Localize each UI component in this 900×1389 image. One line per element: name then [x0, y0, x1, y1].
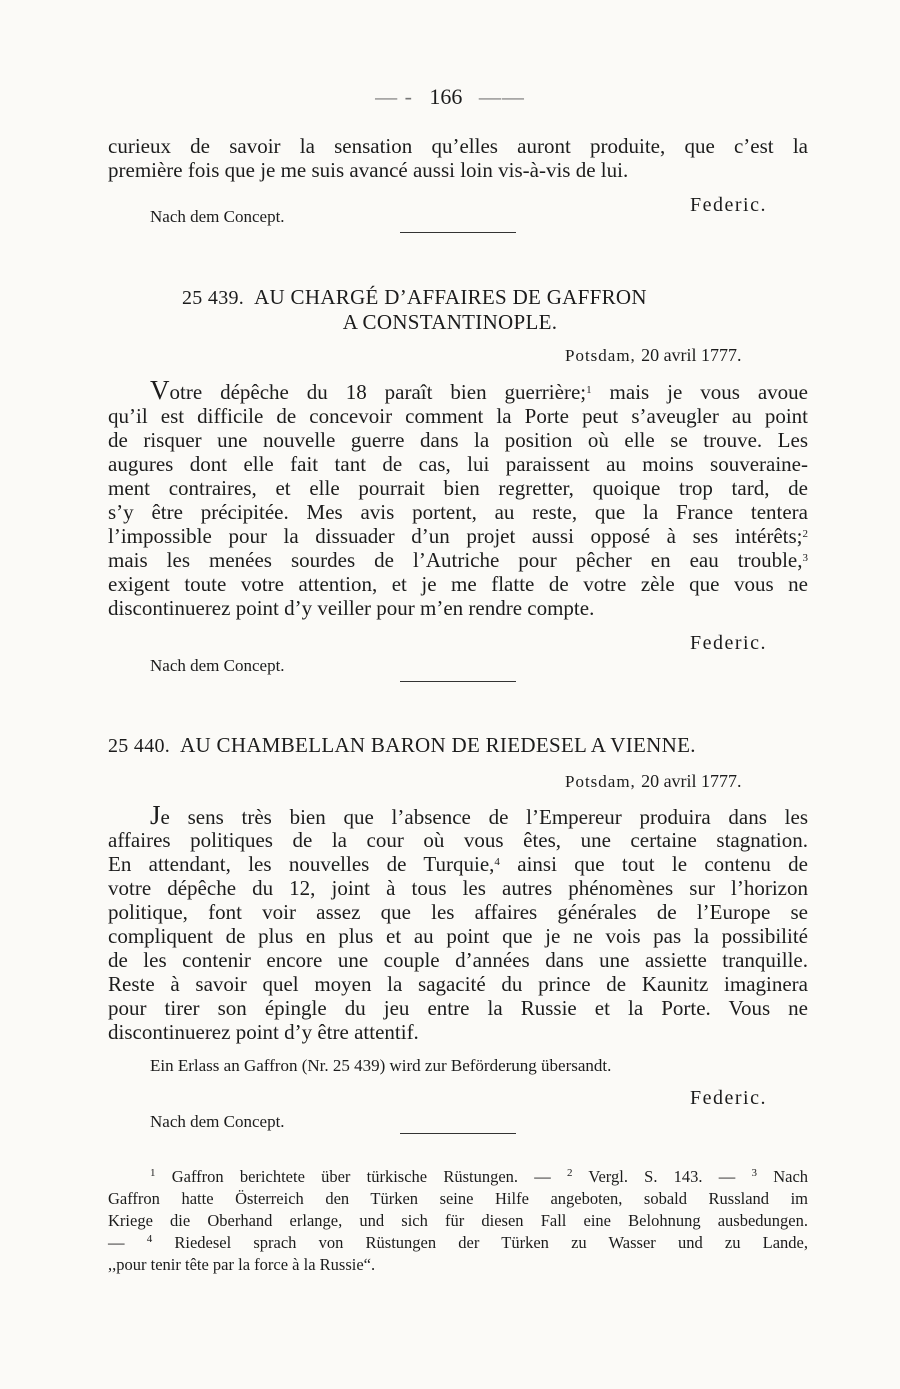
letter-439-line-2: qu’il est difficile de concevoir comment la Porte peut s’aveugler au point [108, 404, 808, 428]
footnote-line-1: $^1$ Gaffron berichtete über türkische Rüstungen. — $^2$ Vergl. S. 143. — $^3$ Nach [150, 1167, 809, 1186]
letter-440-line-2: affaires politiques de la cour où vous êtes, une certaine stagnation. [108, 828, 808, 852]
footnote-line-3: Kriege die Oberhand erlange, und sich für diesen Fall eine Belohnung ausbedungen. [108, 1211, 808, 1230]
footnote-ref-2: 2 [802, 528, 808, 540]
letter-440-line-7: de les contenir encore une couple d’années dans une assiette tranquille. [108, 948, 808, 972]
letter-439-separator-rule [400, 681, 516, 682]
letter-440-line-10: discontinuerez point d’y être attentif. [108, 1020, 419, 1044]
letter-440-dropcap: J [150, 800, 161, 830]
footnote-ref-4: 4 [494, 856, 500, 868]
footnote-ref-1: 1 [586, 384, 592, 396]
letter-440-source-note: Nach dem Concept. [150, 1112, 285, 1131]
intro-signature: Federic. [690, 194, 767, 216]
letter-439-source-note: Nach dem Concept. [150, 656, 285, 675]
footnote-line-5: ,,pour tenir tête par la force à la Russie“. [108, 1255, 376, 1274]
page-number-line [0, 84, 900, 110]
letter-440-number: 25 440. [108, 735, 171, 757]
letter-440-line-4: votre dépêche du 12, joint à tous les autres phénomènes sur l’horizon [108, 876, 808, 900]
letter-439-signature: Federic. [690, 632, 767, 654]
letter-439-line-4: augures dont elle fait tant de cas, lui paraissent au moins souveraine- [108, 452, 808, 476]
letter-439-line-1: Votre dépêche du 18 paraît bien guerrière;$^1$ mais je vous avoue [150, 375, 808, 405]
footnote-mark-4: 4 [146, 1233, 153, 1245]
page-number-dash-left: — - [375, 84, 413, 109]
letter-439-dropcap: V [150, 375, 170, 405]
letter-439-place: Potsdam, [565, 346, 636, 365]
letter-440-date: 20 avril 1777. [641, 771, 742, 791]
letter-439-heading-line1: AU CHARGÉ D’AFFAIRES DE GAFFRON [254, 285, 647, 309]
letter-440-heading [108, 733, 696, 758]
letter-439-heading [182, 285, 647, 310]
letter-440-line-8: Reste à savoir quel moyen la sagacité du prince de Kaunitz imaginera [108, 972, 808, 996]
footnote-ref-3: 3 [802, 552, 808, 564]
letter-440-heading-text: AU CHAMBELLAN BARON DE RIEDESEL A VIENNE. [180, 733, 696, 757]
letter-439-line-9: exigent toute votre attention, et je me flatte de votre zèle que vous ne [108, 572, 808, 596]
letter-439-date: 20 avril 1777. [641, 345, 742, 365]
letter-439-heading-line2: A CONSTANTINOPLE. [342, 310, 558, 334]
footnote-line-2: Gaffron hatte Österreich den Türken seine Hilfe angeboten, sobald Russland im [108, 1189, 808, 1208]
letter-440-enclosure-note: Ein Erlass an Gaffron (Nr. 25 439) wird zur Beförderung übersandt. [150, 1056, 612, 1075]
letter-440-separator-rule [400, 1133, 516, 1134]
footnote-line-4: — $^4$ Riedesel sprach von Rüstungen der Türken zu Wasser und zu Lande, [108, 1233, 809, 1252]
letter-439-number: 25 439. [182, 287, 245, 309]
footnote-mark-2: 2 [566, 1167, 573, 1179]
letter-439-line-10: discontinuerez point d’y veiller pour m’en rendre compte. [108, 596, 595, 620]
letter-440-signature: Federic. [690, 1087, 767, 1109]
letter-439-line-8: mais les menées sourdes de l’Autriche pour pêcher en eau trouble,$^3$ [108, 548, 808, 572]
letter-439-line-6: s’y être précipitée. Mes avis portent, au reste, que la France tentera [108, 500, 808, 524]
intro-line-2: première fois que je me suis avancé aussi loin vis-à-vis de lui. [108, 158, 629, 182]
letter-440-line-6: compliquent de plus en plus et au point que je ne vois pas la possibilité [108, 924, 808, 948]
letter-440-dateline [565, 771, 742, 792]
letter-440-line-9: pour tirer son épingle du jeu entre la Russie et la Porte. Vous ne [108, 996, 808, 1020]
letter-439-line-7: l’impossible pour la dissuader d’un projet aussi opposé à ses intérêts;$^2$ [108, 524, 808, 548]
letter-439-line-3: de risquer une nouvelle guerre dans la position où elle se trouve. Les [108, 428, 808, 452]
page-number: 166 [429, 84, 463, 109]
footnote-mark-3: 3 [751, 1167, 757, 1179]
letter-439-line-5: ment contraires, et elle pourrait bien regretter, quoique trop tard, de [108, 476, 808, 500]
intro-separator-rule [400, 232, 516, 233]
letter-439-dateline [565, 345, 742, 366]
intro-line-1: curieux de savoir la sensation qu’elles auront produite, que c’est la [108, 134, 808, 158]
letter-440-line-1: Je sens très bien que l’absence de l’Empereur produira dans les [150, 800, 808, 830]
footnote-mark-1: 1 [150, 1167, 156, 1179]
letter-440-place: Potsdam, [565, 772, 636, 791]
letter-440-line-3: En attendant, les nouvelles de Turquie,$^4$ ainsi que tout le contenu de [108, 852, 808, 876]
page-number-dash-right: —— [478, 84, 525, 109]
letter-440-line-5: politique, font voir assez que les affaires générales de l’Europe se [108, 900, 808, 924]
intro-source-note: Nach dem Concept. [150, 207, 285, 226]
